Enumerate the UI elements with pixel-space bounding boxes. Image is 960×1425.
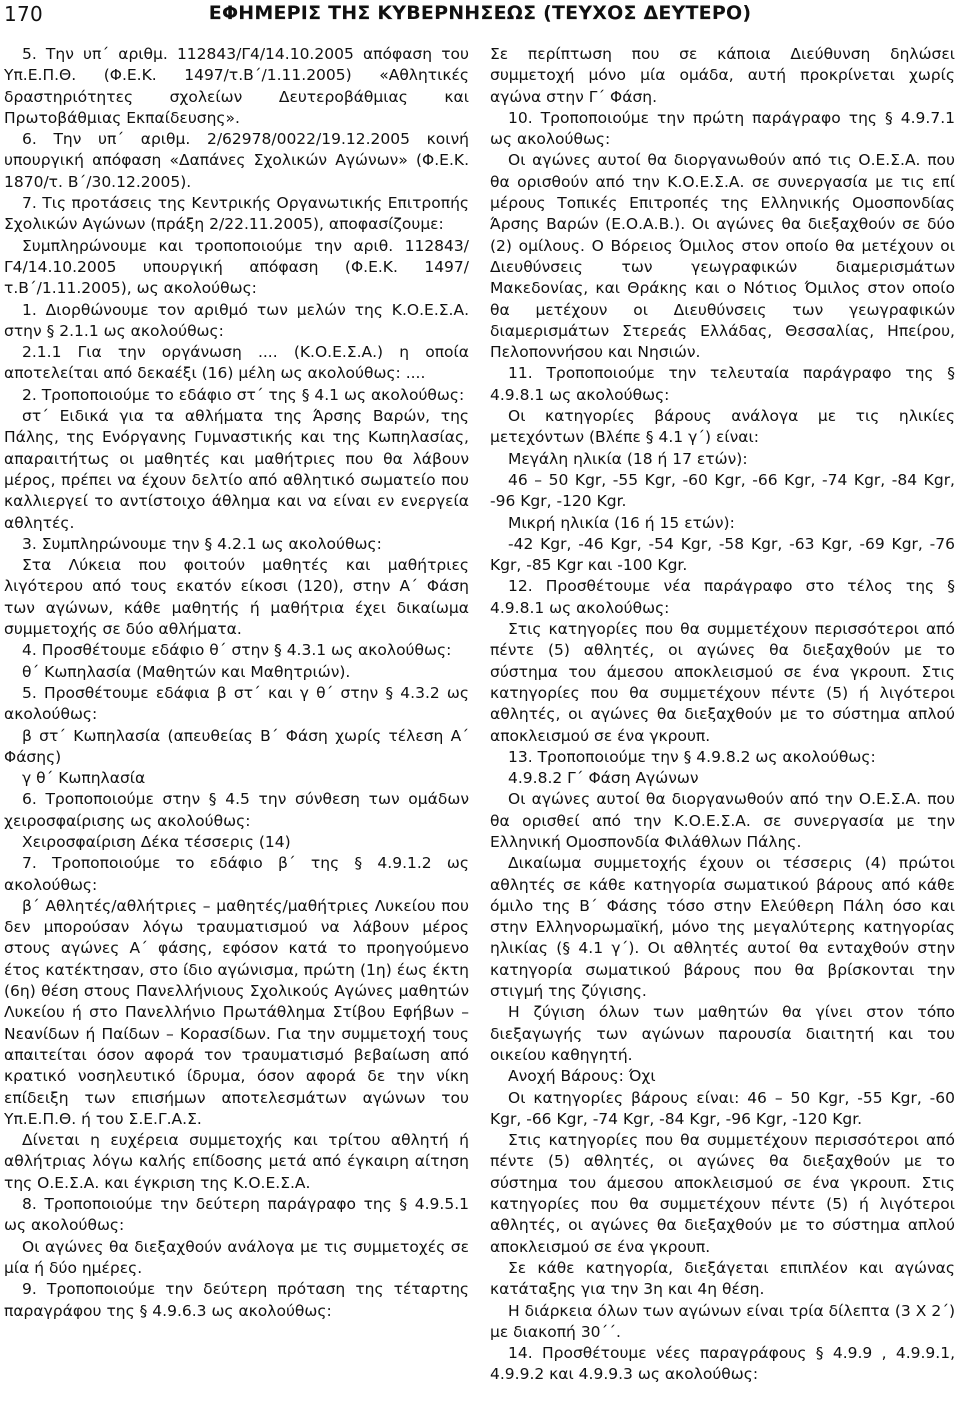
- paragraph: β΄ Αθλητές/αθλήτριες – μαθητές/μαθήτριες Λυκείου που δεν μπορούσαν λόγω τραυματισμού να λάβουν μέρος στους αγώνες Α΄ φάσης, εφόσον κατά το προηγούμενο έτος κατέκτησαν, στο ίδιο αγώνισμα, πρώτη (1η) έως έκτη (6η) θέση στους Πανελλήνιους Σχολικούς Αγώνες μαθητών Λυκείου ή στο Πανελλήνιο Πρωτάθλημα Στίβου Εφήβων – Νεανίδων ή Παίδων – Κορασίδων. Για την συμμετοχή τους απαιτείται όσον αφορά τον τραυματισμό βεβαίωση από κρατικό νοσηλευτικό ίδρυμα, όσον αφορά δε την νίκη επίδειξη των επισήμων αποτελεσμάτων αγώνων του Υπ.Ε.Π.Θ. ή του Σ.Ε.Γ.Α.Σ.: [4, 896, 469, 1128]
- paragraph: 3. Συμπληρώνουμε την § 4.2.1 ως ακολούθως:: [22, 534, 382, 553]
- paragraph: Οι κατηγορίες βάρους ανάλογα με τις ηλικίες μετεχόντων (Βλέπε § 4.1 γ΄) είναι:: [490, 407, 955, 447]
- paragraph: 5. Την υπ΄ αριθμ. 112843/Γ4/14.10.2005 απόφαση του Υπ.Ε.Π.Θ. (Φ.Ε.Κ. 1497/τ.Β΄/1.11.2005) «Αθλητικές δραστηριότητες σχολείων Δευτεροβάθμιας και Πρωτοβάθμιας Εκπαίδευσης».: [4, 45, 469, 127]
- paragraph: 14. Προσθέτουμε νέες παραγράφους § 4.9.9 , 4.9.9.1, 4.9.9.2 και 4.9.9.3 ως ακολούθως:: [490, 1344, 955, 1384]
- right-column: [490, 44, 955, 1386]
- paragraph: 13. Τροποποιούμε την § 4.9.8.2 ως ακολούθως:: [508, 747, 876, 766]
- paragraph: 10. Τροποποιούμε την πρώτη παράγραφο της § 4.9.7.1 ως ακολούθως:: [490, 108, 955, 149]
- paragraph: Ανοχή Βάρους: Όχι: [508, 1067, 656, 1086]
- paragraph: Στις κατηγορίες που θα συμμετέχουν περισσότεροι από πέντε (5) αθλητές, οι αγώνες θα διεξαχθούν με το σύστημα του άμεσου αποκλεισμού σε ένα γκρουπ. Στις κατηγορίες που θα συμμετέχουν πέντε (5) ή λιγότεροι αθλητές, οι αγώνες θα διεξαχθούν με το σύστημα απλού αποκλεισμού σε ένα γκρουπ.: [490, 620, 955, 745]
- page-number: 170: [4, 2, 44, 26]
- paragraph: Η ζύγιση όλων των μαθητών θα γίνει στον τόπο διεξαγωγής των αγώνων παρουσία διαιτητή και του οικείου καθηγητή.: [490, 1003, 955, 1064]
- paragraph: 1. Διορθώνουμε τον αριθμό των μελών της Κ.Ο.Ε.Σ.Α. στην § 2.1.1 ως ακολούθως:: [4, 300, 469, 340]
- paragraph: Μικρή ηλικία (16 ή 15 ετών):: [508, 513, 735, 532]
- paragraph: γ θ΄ Κωπηλασία: [22, 769, 146, 788]
- paragraph: Οι αγώνες αυτοί θα διοργανωθούν από τις Ο.Ε.Σ.Α. που θα ορισθούν από την Κ.Ο.Ε.Σ.Α. σε συνεργασία με τις επί μέρους Τοπικές Επιτροπές της Ελληνικής Ομοσπονδίας Άρσης Βαρών (Ε.Ο.Α.Β.). Οι αγώνες θα διεξαχθούν σε δύο (2) ομίλους. Ο Βόρειος Όμιλος στον οποίο θα μετέχουν οι Διευθύνσεις των γεωγραφικών διαμερισμάτων Μακεδονίας, και Θράκης και ο Νότιος Όμιλος στον οποίο θα μετέχουν οι Διευθύνσεις των γεωγραφικών διαμερισμάτων Στερεάς Ελλάδας, Θεσσαλίας, Ηπείρου, Πελοποννήσου και Νησιών.: [490, 151, 955, 362]
- paragraph: 7. Τις προτάσεις της Κεντρικής Οργανωτικής Επιτροπής Σχολικών Αγώνων (πράξη 2/22.11.2005), αποφασίζουμε:: [4, 194, 469, 234]
- paragraph: 4. Προσθέτουμε εδάφιο θ΄ στην § 4.3.1 ως ακολούθως:: [22, 641, 452, 660]
- paragraph: Δικαίωμα συμμετοχής έχουν οι τέσσερις (4) πρώτοι αθλητές σε κάθε κατηγορία σωματικού βάρους από κάθε όμιλο της Β΄ Φάσης τόσο στην Ελεύθερη Πάλη όσο και στην Ελληνορωμαϊκή, μόνο της μεγαλύτερης κατηγορίας ηλικίας (§ 4.1 γ΄). Οι αθλητές αυτοί θα ενταχθούν στην κατηγορία σωματικού βάρους που θα βρίσκονται την στιγμή της ζύγισης.: [490, 854, 955, 1001]
- paragraph: 11. Τροποποιούμε την τελευταία παράγραφο της § 4.9.8.1 ως ακολούθως:: [490, 364, 955, 404]
- paragraph: Δίνεται η ευχέρεια συμμετοχής και τρίτου αθλητή ή αθλήτριας λόγω καλής επίδοσης μετά από έγκαιρη αίτηση της Ο.Ε.Σ.Α. και έγκριση της Κ.Ο.Ε.Σ.Α.: [4, 1131, 469, 1192]
- paragraph: Οι κατηγορίες βάρους είναι: 46 – 50 Kgr, -55 Kgr, -60 Kgr, -66 Kgr, -74 Kgr, -84 Kgr, -96 Kgr, -120 Kgr.: [490, 1088, 955, 1128]
- paragraph: β στ΄ Κωπηλασία (απευθείας Β΄ Φάση χωρίς τέλεση Α΄ Φάσης): [4, 726, 469, 766]
- page-header: [0, 0, 960, 42]
- paragraph: 4.9.8.2 Γ΄ Φάση Αγώνων: [508, 769, 699, 788]
- paragraph: Σε κάθε κατηγορία, διεξάγεται επιπλέον και αγώνας κατάταξης για την 3η και 4η θέση.: [490, 1258, 955, 1299]
- paragraph: θ΄ Κωπηλασία (Μαθητών και Μαθητριών).: [22, 662, 351, 681]
- paragraph: στ΄ Ειδικά για τα αθλήματα της Άρσης Βαρών, της Πάλης, της Ενόργανης Γυμναστικής και της Κωπηλασίας, απαραιτήτως οι μαθητές και μαθήτριες που θα λάβουν μέρος, πρέπει να έχουν δελτίο από αθλητικό σωματείο που καλλιεργεί το αντίστοιχο άθλημα και να είναι εν ενεργεία αθλητές.: [4, 407, 469, 532]
- paragraph: Η διάρκεια όλων των αγώνων είναι τρία δίλεπτα (3 Χ 2΄) με διακοπή 30΄΄.: [490, 1301, 955, 1341]
- paragraph: Στις κατηγορίες που θα συμμετέχουν περισσότεροι από πέντε (5) αθλητές, οι αγώνες θα διεξαχθούν με το σύστημα του άμεσου αποκλεισμού σε ένα γκρουπ. Στις κατηγορίες που θα συμμετέχουν πέντε (5) ή λιγότεροι αθλητές, οι αγώνες θα διεξαχθούν με το σύστημα απλού αποκλεισμού σε ένα γκρουπ.: [490, 1131, 955, 1256]
- left-column: [4, 44, 469, 1322]
- paragraph: Μεγάλη ηλικία (18 ή 17 ετών):: [508, 449, 748, 468]
- paragraph: Οι αγώνες αυτοί θα διοργανωθούν από την Ο.Ε.Σ.Α. που θα ορισθεί από την Κ.Ο.Ε.Σ.Α. σε συνεργασία με την Ελληνική Ομοσπονδία Φιλάθλων Πάλης.: [490, 790, 955, 851]
- paragraph: 46 – 50 Kgr, -55 Kgr, -60 Kgr, -66 Kgr, -74 Kgr, -84 Kgr, -96 Kgr, -120 Kgr.: [490, 470, 955, 511]
- paragraph: Συμπληρώνουμε και τροποποιούμε την αριθ. 112843/Γ4/14.10.2005 υπουργική απόφαση (Φ.Ε.Κ. 1497/τ.Β΄/1.11.2005), ως ακολούθως:: [4, 236, 469, 298]
- paragraph: -42 Kgr, -46 Kgr, -54 Kgr, -58 Kgr, -63 Kgr, -69 Kgr, -76 Kgr, -85 Kgr και -100 Kgr.: [490, 534, 955, 575]
- paragraph: Οι αγώνες θα διεξαχθούν ανάλογα με τις συμμετοχές σε μία ή δύο ημέρες.: [4, 1237, 469, 1277]
- paragraph: 6. Τροποποιούμε στην § 4.5 την σύνθεση των ομάδων χειροσφαίρισης ως ακολούθως:: [4, 790, 469, 830]
- paragraph: 2.1.1 Για την οργάνωση .... (Κ.Ο.Ε.Σ.Α.) η οποία αποτελείται από δεκαέξι (16) μέλη ως ακολούθως: ....: [4, 343, 469, 383]
- paragraph: 6. Την υπ΄ αριθμ. 2/62978/0022/19.12.2005 κοινή υπουργική απόφαση «Δαπάνες Σχολικών Αγώνων» (Φ.Ε.Κ. 1870/τ. Β΄/30.12.2005).: [4, 130, 469, 191]
- gazette-title: ΕΦΗΜΕΡΙΣ ΤΗΣ ΚΥΒΕΡΝΗΣΕΩΣ (ΤΕΥΧΟΣ ΔΕΥΤΕΡΟ): [208, 2, 752, 24]
- paragraph: 5. Προσθέτουμε εδάφια β στ΄ και γ θ΄ στην § 4.3.2 ως ακολούθως:: [4, 683, 469, 724]
- paragraph: 8. Τροποποιούμε την δεύτερη παράγραφο της § 4.9.5.1 ως ακολούθως:: [4, 1195, 469, 1235]
- paragraph: Στα Λύκεια που φοιτούν μαθητές και μαθήτριες λιγότερου από τους εκατόν είκοσι (120), στην Α΄ Φάση των αγώνων, κάθε μαθητής ή μαθήτρια έχει δικαίωμα συμμετοχής σε δύο αθλήματα.: [4, 556, 469, 639]
- paragraph: 12. Προσθέτουμε νέα παράγραφο στο τέλος της § 4.9.8.1 ως ακολούθως:: [490, 577, 955, 617]
- paragraph: 9. Τροποποιούμε την δεύτερη πρόταση της τέταρτης παραγράφου της § 4.9.6.3 ως ακολούθως:: [4, 1280, 469, 1320]
- paragraph: Σε περίπτωση που σε κάποια Διεύθυνση δηλώσει συμμετοχή μόνο μία ομάδα, αυτή προκρίνεται χωρίς αγώνα στην Γ΄ Φάση.: [490, 45, 955, 106]
- paragraph: Χειροσφαίριση Δέκα τέσσερις (14): [22, 832, 291, 851]
- paragraph: 7. Τροποποιούμε το εδάφιο β΄ της § 4.9.1.2 ως ακολούθως:: [4, 854, 469, 894]
- paragraph: 2. Τροποποιούμε το εδάφιο στ΄ της § 4.1 ως ακολούθως:: [22, 385, 465, 404]
